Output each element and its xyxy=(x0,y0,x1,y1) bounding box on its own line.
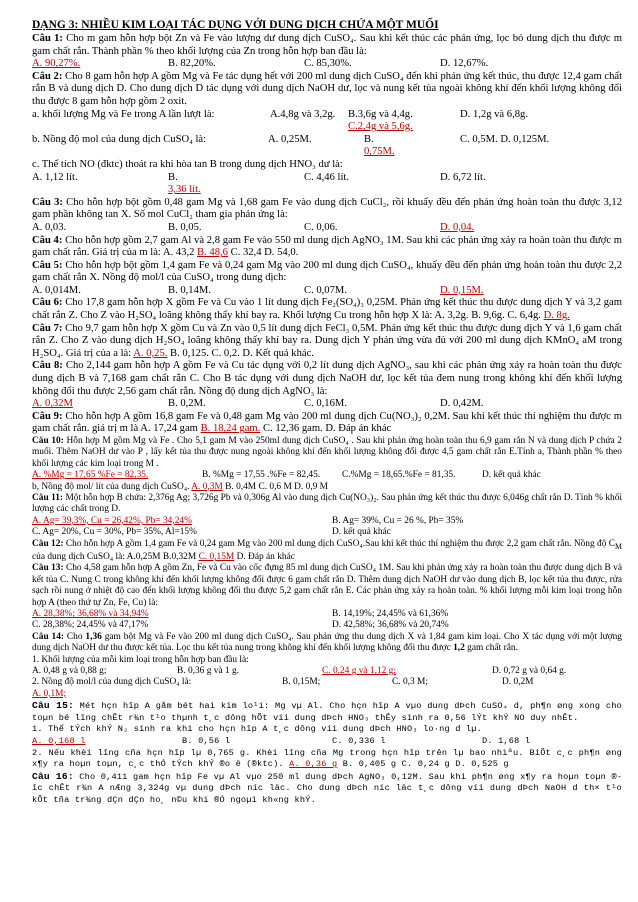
answer-options xyxy=(32,736,622,748)
text-run: b, Nồng độ mol/ lít của dung dịch CuSO₄. xyxy=(32,481,192,492)
answer-highlight: A. Ag= 39,3%, Cu = 26,42%, Pb= 34,24% xyxy=(32,515,192,526)
answer-options xyxy=(32,516,622,527)
question-number: Câu 3: xyxy=(32,196,63,208)
answer-options xyxy=(32,527,622,538)
text-run: Cho 8 gam hỗn hợp A gồm Mg và Fe tác dụng hết với 200 ml dung dịch CuSO₄ đến khi phản ứng kết thúc, thu được 12,4 gam chất rắn B và dung dịch D. Cho dung dịch D tác dụng với dung dịch NaOH dư, lọc và nung kết tủa ngoài không khí đến khối lượng không đổi thu được 8 gam hỗn hợp gồm 2 oxit. xyxy=(32,70,623,107)
question-text xyxy=(32,159,622,172)
answer-option xyxy=(32,736,182,748)
answer-option xyxy=(332,609,612,620)
answer-option xyxy=(32,620,332,631)
text-run: 1. Khối lượng của mỗi kim loại trong hỗn hợp ban đầu là: xyxy=(32,654,249,665)
text-run: D. 42,58%; 36,68% và 20,74% xyxy=(332,620,449,631)
question-number: Câu 16: xyxy=(32,770,74,782)
text-run: C. Ag= 20%, Cu = 30%, Pb= 35%, Al=15% xyxy=(32,527,197,538)
answer-option xyxy=(342,470,482,481)
answer-option xyxy=(304,172,440,197)
answer-option xyxy=(282,677,392,700)
answer-options xyxy=(32,470,622,481)
answer-option xyxy=(202,470,342,481)
answer-option xyxy=(332,516,612,527)
question-text xyxy=(32,771,622,807)
answer-option xyxy=(460,134,600,159)
text-run: a. khối lượng Mg và Fe trong A lần lượt là: xyxy=(32,108,215,120)
question-number: Câu 7: xyxy=(32,322,63,334)
answer-option xyxy=(440,172,576,197)
text-run: A. 0,25M. xyxy=(268,133,312,145)
text-run: Cho xyxy=(64,631,86,642)
question-number: Câu 5: xyxy=(32,259,63,271)
text-run: Cho 2,144 gam hỗn hợp A gồm Fe và Cu tác dụng với 0,2 lít dung dịch AgNO₃, sau khi các phản ứng xảy ra hoàn toàn thu được dung dịch B và 7,168 gam chất rắn C. Cho B tác dụng với dung dịch NaOH dư, lọc kết tủa đem nung trong không khí đến khối lượng không đổi thu được 2,56 gam chất rắn. Nồng độ dung dịch AgNO₃ là: xyxy=(32,360,622,397)
answer-option xyxy=(492,666,612,677)
text-run: B. 0,4M C. 0,6 M D. 0,9 M xyxy=(222,481,329,492)
question-block xyxy=(32,632,622,700)
question-block xyxy=(32,360,622,410)
text-run: c. Thể tích NO (đktc) thoát ra khi hòa tan B trong dung dịch HNO₃ dư là: xyxy=(32,158,343,170)
answer-option xyxy=(32,398,168,411)
answer-option xyxy=(32,527,332,538)
answer-option xyxy=(304,222,440,235)
text-run: C. 0,336 l xyxy=(332,736,386,746)
text-run: Cho 9,7 gam hỗn hợp X gồm Cu và Zn vào 0,5 lít dung dịch FeCl₃ 0,5M. Phản ứng kết thúc thu được dung dịch Y và 1,6 gam chất rắn Z. Cho Z vào dung dịch H₂SO₄ loãng không thấy khí bay ra. Dung dịch Y phản ứng vừa đủ với 200 ml dung dịch KMnO₄ aM trong H₂SO₄. Giá trị của a là: xyxy=(32,322,623,359)
question-block xyxy=(32,235,622,260)
answer-options xyxy=(32,398,622,411)
question-block xyxy=(32,297,622,322)
answer-option xyxy=(348,109,460,134)
text-run: 1. Thể tÝch khÝ N₂ sinh ra khi cho hçn hîp A t¸c dông víi dung dÞch HNO₃ lo·ng d lµ. xyxy=(32,724,482,735)
text-run: D. 6,72 lít. xyxy=(440,171,486,183)
answer-option xyxy=(32,222,168,235)
question-text xyxy=(32,724,622,736)
question-number: 1,2 xyxy=(453,643,465,654)
question-number: Câu 1: xyxy=(32,33,63,44)
question-text xyxy=(32,360,622,398)
text-run: A. 0,03. xyxy=(32,221,67,233)
text-run: B. Ag= 39%, Cu = 26 %, Pb= 35% xyxy=(332,515,464,526)
text-run: 2. Nồng độ mol/l của dung dịch CuSO₄ là: xyxy=(32,677,192,688)
answer-highlight: A. 90,27%. xyxy=(32,58,81,70)
text-run: C. 0,5M. D. 0,125M. xyxy=(460,133,550,145)
question-text xyxy=(32,748,622,771)
answer-highlight: A. 28,38%; 36,68% và 34,94% xyxy=(32,608,149,619)
answer-option xyxy=(332,620,612,631)
question-text xyxy=(32,260,622,285)
answer-highlight: A. 0,36 g xyxy=(289,759,338,770)
answer-options xyxy=(32,172,622,197)
answer-option xyxy=(168,222,304,235)
answer-option xyxy=(168,398,304,411)
text-run: B. xyxy=(364,133,374,145)
question-block xyxy=(32,33,622,71)
text-run: Cho 4,58 gam hỗn hợp A gồm Zn, Fe và Cu vào cốc đựng 85 ml dung dịch CuSO₄ 1M. Sau khi phản ứng xảy ra hoàn toàn thu được dung dịch B và kết tủa C. Nung C trong không khí đến khối lượng không đổi được 6 gam chất rắn D. Thêm dung dịch NaOH dư vào dung dịch B, lọc kết tủa thu được, rửa sạch rồi nung ở nhiệt độ cao đến khối lượng không đổi thu được 5,2 gam chất rắn E. Các phản ứng xảy ra hoàn toàn. % khối lượng mỗi kim loại trong hỗn hợp A (theo thứ tự Zn, Fe, Cu) là: xyxy=(32,563,622,608)
question-text xyxy=(32,33,622,58)
answer-highlight: A. 0,32M xyxy=(32,398,73,410)
text-run: D. 12,67%. xyxy=(440,58,489,70)
answer-option xyxy=(168,172,304,197)
text-run: D. 0,72 g và 0,64 g. xyxy=(492,666,567,676)
answer-highlight: A. %Mg = 17,65 %Fe = 82,35. xyxy=(32,470,149,481)
text-run: 2. Nếu khèi lîng cña hçn hîp lµ 0,765 g. Khèi lîng cña Mg trong hçn hîp trên lµ bao nhiªu. BiÕt c¸c ph¶n øng x¶y ra hoµn toµn, c¸c thÓ tÝch khÝ ®o ë (®ktc). xyxy=(32,747,622,770)
text-run: C. 85,30%. xyxy=(304,58,352,70)
text-run: D. kết quả khác xyxy=(332,527,391,538)
answer-option xyxy=(32,677,282,700)
answer-highlight: D. 8g. xyxy=(543,310,570,322)
question-number: Câu 6: xyxy=(32,297,63,309)
answer-option xyxy=(304,398,440,411)
question-text xyxy=(32,482,622,493)
text-run: Cho hỗn hợp A gồm 1,4 gam Fe và 0,24 gam Mg vào 200 ml dung dịch CuSO₄.Sau khi kết thúc thí nghiệm thu được 2,2 gam chất rắn. Nồng độ C xyxy=(63,538,616,549)
question-text xyxy=(32,539,622,564)
text-run: Hỗn hợp M gồm Mg và Fe . Cho 5,1 gam M vào 250ml dung dịch CuSO₄ . Sau khi phản ứng hoàn toàn thu 6,9 gam rắn N và dung dịch P chứa 2 muối. Thêm NaOH dư vào P , lấy kết tủa thu được nung ngoài không khí đến khối lượng không đổi được 4,5 gam chất rắn E.Tính a, Thành phần % theo khối lượng các kim loại trong M . xyxy=(32,436,622,469)
answer-option xyxy=(440,58,576,71)
text-run: Cho 17,8 gam hỗn hợp X gồm Fe và Cu vào 1 lít dung dịch Fe₂(SO₄)₃ 0,25M. Phản ứng kết thúc thu được dung dịch Y và 3,2 gam chất rắn Z. Cho Z vào H₂SO₄ loãng không thấy khí bay ra. Khối lượng Cu trong hỗn hợp X là: A. 3,2g. B. 9,6g. C. 6,4g. xyxy=(32,297,623,322)
question-number: Câu 8: xyxy=(32,360,63,372)
answer-options xyxy=(32,222,622,235)
question-text xyxy=(32,197,622,222)
question-block xyxy=(32,260,622,298)
text-run: C. 12,36 gam. D. Đáp án khác xyxy=(260,423,392,435)
question-list xyxy=(32,33,622,807)
text-run: Cho 0,411 gam hçn hîp Fe vµ Al vµo 250 ml dung dÞch AgNO₃ 0,12M. Sau khi ph¶n øng x¶y ra hoµn toµn ®îc chÊt r¾n A nÆng 3,324g vµ dung dÞch níc läc. Cho dung dÞch níc läc t¸c dông víi dung dÞch NaOH d th× t¹o kÕt tña tr¾ng dÇn dÇn ho¸ n©u khi ®Ó ngoµi kh«ng khÝ. xyxy=(32,771,622,805)
answer-option xyxy=(460,109,600,134)
text-run: B. 0,405 g C. 0,24 g D. 0,525 g xyxy=(337,759,509,770)
text-run: D. 0,42M. xyxy=(440,398,484,410)
answer-option xyxy=(32,516,332,527)
text-run: Một hỗn hợp B chứa: 2,376g Ag; 3,726g Pb và 0,306g Al vào dung dịch Cu(NO₃)₂. Sau phản ứng kết thúc thu được 6,046g chất rắn D. Tính % khối lượng các chất trong D. xyxy=(32,493,622,515)
text-run: B. 0,14M. xyxy=(168,284,211,296)
answer-option xyxy=(332,736,482,748)
text-run: B. %Mg = 17,55 .%Fe = 82,45. xyxy=(202,470,321,481)
question-number: Câu 15: xyxy=(32,700,74,712)
answer-option xyxy=(32,285,168,298)
text-run: Mét hçn hîp A gåm bét hai kim lo¹i: Mg vµ Al. Cho hçn hîp A vµo dung dÞch CuSO₄ d, ph¶n øng xong cho toµn bé lîng chÊt r¾n t¹o thµnh t¸c dông hÕt víi dung dÞch HNO₃ thÊy sinh ra 0,56 lÝt khÝ NO duy nhÊt. xyxy=(32,701,622,723)
text-run: của dung dịch CuSO₄ là: A.0,25M B.0,32M xyxy=(32,551,199,562)
answer-highlight: C.2,4g và 5,6g. xyxy=(348,121,413,133)
answer-highlight: D. 0,04. xyxy=(440,221,475,233)
text-run: Cho hỗn hợp gồm 2,7 gam Al và 2,8 gam Fe vào 550 ml dung dịch AgNO₃ 1M. Sau khi các phản ứng xảy ra hoàn toàn thu được m gam chất rắn. Giá trị của m là: A. 43,2 xyxy=(32,234,623,259)
text-run: D. 1,68 l xyxy=(482,736,531,746)
answer-option xyxy=(392,677,502,700)
answer-option xyxy=(32,609,332,620)
question-block xyxy=(32,771,622,807)
text-run: D. kết quả khác xyxy=(482,470,541,481)
question-text xyxy=(32,411,622,436)
answer-highlight: A. 0,3M xyxy=(191,481,223,492)
answer-option xyxy=(32,172,168,197)
question-block xyxy=(32,323,622,361)
text-run: A. 1,12 lít. xyxy=(32,171,78,183)
answer-option xyxy=(32,109,270,134)
text-run: D. 1,2g và 6,8g. xyxy=(460,108,528,120)
question-text xyxy=(32,493,622,516)
answer-option xyxy=(32,470,202,481)
text-run: D. 0,2M xyxy=(502,677,534,688)
answer-option xyxy=(177,666,322,677)
answer-option xyxy=(304,285,440,298)
text-run: A.4,8g và 3,2g. xyxy=(270,108,336,120)
question-text xyxy=(32,700,622,724)
question-number: Câu 9: xyxy=(32,410,63,422)
answer-highlight: A. 0,1M; xyxy=(32,688,67,699)
question-text xyxy=(32,71,622,109)
text-run: B. 14,19%; 24,45% và 61,36% xyxy=(332,608,449,619)
question-block xyxy=(32,71,622,197)
question-block xyxy=(32,436,622,493)
answer-option xyxy=(32,58,168,71)
text-run: B. 0,15M; xyxy=(282,677,321,688)
text-run: A. 0,48 g và 0,88 g; xyxy=(32,666,107,676)
answer-option xyxy=(304,58,440,71)
question-number: Câu 4: xyxy=(32,234,63,246)
answer-option xyxy=(332,527,612,538)
answer-highlight: A. 0,168 l xyxy=(32,736,86,746)
question-text xyxy=(32,297,622,322)
answer-highlight: D. 0,15M. xyxy=(440,284,484,296)
text-run: C.%Mg = 18,65.%Fe = 81,35. xyxy=(342,470,456,481)
answer-option xyxy=(268,134,364,159)
text-run: B. 0,2M. xyxy=(168,398,206,410)
answer-options xyxy=(32,677,622,700)
text-run: Cho hỗn hợp A gồm 16,8 gam Fe và 0,48 gam Mg vào 200 ml dung dịch Cu(NO₃)₂ 0,2M. Sau khi kết thúc thí nghiệm thu được m gam chất rắn. giá trị m là A. 17,24 gam xyxy=(32,410,623,435)
text-run: B. 82,20%. xyxy=(168,58,216,70)
question-block xyxy=(32,700,622,771)
question-text xyxy=(32,632,622,655)
text-run: C. 4,46 lít. xyxy=(304,171,350,183)
question-number: 1,36 xyxy=(85,631,102,642)
text-run: A. 0,014M. xyxy=(32,284,81,296)
text-run: gam bột Mg và Fe vào 200 ml dung dịch CuSO₄. Sau phản ứng thu dung dịch X và 1,84 gam kim loại. Cho X tác dụng với một lượng dung dịch NaOH dư thu được kết tủa. Lọc thu kết tủa nung trong không khí đến khối lượng không đổi thu được xyxy=(32,631,622,654)
page-title: DẠNG 3: NHIỀU KIM LOẠI TÁC DỤNG VỚI DUNG DỊCH CHỨA MỘT MUỐI xyxy=(32,19,439,31)
answer-option xyxy=(502,677,612,700)
answer-options xyxy=(32,620,622,631)
question-number: Câu 14: xyxy=(32,631,65,642)
text-run: B. xyxy=(168,171,178,183)
answer-highlight: 0,75M. xyxy=(364,146,395,158)
answer-option xyxy=(168,285,304,298)
text-run: b. Nồng độ mol của dung dịch CuSO₄ là: xyxy=(32,133,207,145)
text-run: B. 0,56 l xyxy=(182,736,231,746)
text-run: B. 0,125. C. 0,2. D. Kết quả khác. xyxy=(167,347,314,359)
question-block xyxy=(32,197,622,235)
answer-option xyxy=(182,736,332,748)
answer-option xyxy=(322,666,492,677)
answer-options xyxy=(32,134,622,159)
answer-option xyxy=(270,109,348,134)
text-run: C. 0,06. xyxy=(304,221,338,233)
question-number: Câu 11: xyxy=(32,493,64,504)
text-run: B. 0,36 g và 1 g. xyxy=(177,666,239,676)
question-text xyxy=(32,436,622,470)
question-number: Câu 10: xyxy=(32,436,64,446)
answer-highlight: B. 48,6 xyxy=(197,247,228,259)
question-number: Câu 12: xyxy=(32,538,64,549)
answer-options xyxy=(32,109,622,134)
answer-option xyxy=(440,222,576,235)
question-block xyxy=(32,493,622,539)
question-block xyxy=(32,539,622,564)
text-run: gam chất rắn. xyxy=(464,643,518,654)
text-run: C. 0,07M. xyxy=(304,284,347,296)
question-block xyxy=(32,563,622,631)
question-text xyxy=(32,235,622,260)
answer-option xyxy=(32,666,177,677)
text-run: C. 0,3 M; xyxy=(392,677,428,688)
answer-option xyxy=(364,134,460,159)
text-run: D. Đáp án khác xyxy=(234,551,295,562)
text-run: C. 28,38%; 24,45% và 47,17% xyxy=(32,620,149,631)
question-block xyxy=(32,411,622,436)
answer-option xyxy=(482,736,612,748)
answer-option xyxy=(168,58,304,71)
text-run: C. 0,16M. xyxy=(304,398,347,410)
text-run: C. 32,4 D. 54,0. xyxy=(227,247,299,259)
question-text xyxy=(32,323,622,361)
answer-options xyxy=(32,285,622,298)
text-run: Cho hỗn hợp bột gồm 1,4 gam Fe và 0,24 gam Mg vào 200 ml dung dịch CuSO₄, khuấy đều đến phản ứng hoàn toàn thu được 2,2 gam chất rắn X. Nồng độ mol/l của CuSO₄ trong dung dịch: xyxy=(32,259,622,284)
answer-option xyxy=(482,470,612,481)
question-text xyxy=(32,563,622,609)
answer-option xyxy=(440,285,576,298)
question-number: Câu 13: xyxy=(32,563,64,574)
question-number: Câu 2: xyxy=(32,70,63,82)
text-run: M xyxy=(615,541,622,551)
text-run: B. 0,05. xyxy=(168,221,202,233)
answer-highlight: 3,36 lít. xyxy=(168,184,201,196)
text-run: Cho hỗn hợp bột gồm 0,48 gam Mg và 1,68 gam Fe vào dung dịch CuCl₂, rồi khuấy đều đến phản ứng hoàn toàn thu được 3,12 gam phần không tan X. Số mol CuCl₂ tham gia phản ứng là: xyxy=(32,196,623,221)
answer-option xyxy=(440,398,576,411)
answer-option xyxy=(32,134,268,159)
answer-options xyxy=(32,58,622,71)
text-run: Cho m gam hỗn hợp bột Zn và Fe vào lượng dư dung dịch CuSO₄. Sau khi kết thúc các phản ứng, lọc bỏ dung dịch thu được m gam chất rắn. Thành phần % theo khối lượng của Zn trong hỗn hợp ban đầu là: xyxy=(32,33,622,57)
question-text xyxy=(32,655,622,666)
text-run: B.3,6g và 4,4g. xyxy=(348,108,413,120)
document-page xyxy=(32,18,622,807)
answer-highlight: C. 0,24 g và 1,12 g; xyxy=(322,666,396,676)
answer-highlight: C. 0,15M xyxy=(198,551,235,562)
answer-highlight: A. 0,25. xyxy=(133,347,168,359)
answer-highlight: B. 18,24 gam. xyxy=(200,423,261,435)
answer-options xyxy=(32,666,622,677)
answer-options xyxy=(32,609,622,620)
